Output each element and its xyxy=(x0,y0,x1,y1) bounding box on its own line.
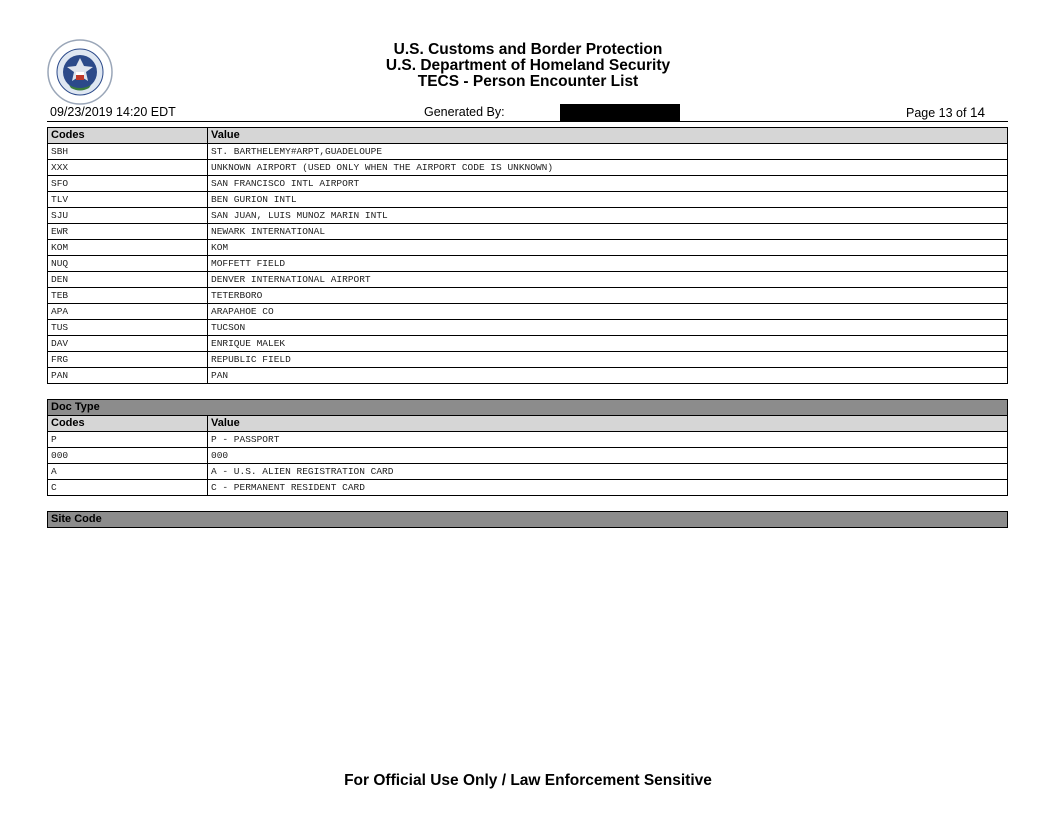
code-cell: C xyxy=(48,480,208,496)
table-row xyxy=(48,208,1008,224)
table-row xyxy=(48,160,1008,176)
table-row xyxy=(48,304,1008,320)
value-cell: 000 xyxy=(208,448,1008,464)
table-row xyxy=(48,320,1008,336)
value-cell: ENRIQUE MALEK xyxy=(208,336,1008,352)
code-cell: APA xyxy=(48,304,208,320)
value-cell: REPUBLIC FIELD xyxy=(208,352,1008,368)
code-cell: SFO xyxy=(48,176,208,192)
code-cell: TUS xyxy=(48,320,208,336)
table-row xyxy=(48,240,1008,256)
code-cell: DAV xyxy=(48,336,208,352)
value-cell: C - PERMANENT RESIDENT CARD xyxy=(208,480,1008,496)
value-column-header: Value xyxy=(208,416,1008,432)
value-cell: MOFFETT FIELD xyxy=(208,256,1008,272)
doc-type-table xyxy=(47,399,1008,496)
code-cell: SBH xyxy=(48,144,208,160)
dhs-seal-logo xyxy=(47,39,113,105)
value-cell: KOM xyxy=(208,240,1008,256)
table-row xyxy=(48,144,1008,160)
section-title-row xyxy=(48,512,1008,528)
table-row xyxy=(48,272,1008,288)
code-cell: A xyxy=(48,464,208,480)
value-column-header: Value xyxy=(208,128,1008,144)
code-cell: 000 xyxy=(48,448,208,464)
table-header-row xyxy=(48,416,1008,432)
table-row xyxy=(48,176,1008,192)
value-cell: P - PASSPORT xyxy=(208,432,1008,448)
table-row xyxy=(48,256,1008,272)
code-cell: NUQ xyxy=(48,256,208,272)
site-code-title: Site Code xyxy=(48,512,1008,528)
code-cell: TEB xyxy=(48,288,208,304)
table-header-row xyxy=(48,128,1008,144)
airport-codes-table xyxy=(47,127,1008,384)
value-cell: NEWARK INTERNATIONAL xyxy=(208,224,1008,240)
code-cell: XXX xyxy=(48,160,208,176)
value-cell: SAN JUAN, LUIS MUNOZ MARIN INTL xyxy=(208,208,1008,224)
value-cell: TUCSON xyxy=(208,320,1008,336)
table-row xyxy=(48,336,1008,352)
table-row xyxy=(48,224,1008,240)
value-cell: ST. BARTHELEMY#ARPT,GUADELOUPE xyxy=(208,144,1008,160)
value-cell: UNKNOWN AIRPORT (USED ONLY WHEN THE AIRPORT CODE IS UNKNOWN) xyxy=(208,160,1008,176)
code-cell: FRG xyxy=(48,352,208,368)
value-cell: BEN GURION INTL xyxy=(208,192,1008,208)
doc-type-title: Doc Type xyxy=(48,400,1008,416)
table-row xyxy=(48,464,1008,480)
table-row xyxy=(48,192,1008,208)
site-code-table xyxy=(47,511,1008,528)
table-row xyxy=(48,432,1008,448)
report-title: TECS - Person Encounter List xyxy=(417,73,639,90)
report-title-block xyxy=(300,42,756,90)
code-cell: KOM xyxy=(48,240,208,256)
code-cell: TLV xyxy=(48,192,208,208)
report-meta-row xyxy=(47,104,1008,122)
department-title: U.S. Department of Homeland Security xyxy=(385,57,671,74)
code-cell: PAN xyxy=(48,368,208,384)
codes-column-header: Codes xyxy=(48,416,208,432)
value-cell: PAN xyxy=(208,368,1008,384)
page-total: 14 xyxy=(969,105,985,120)
page-indicator xyxy=(906,104,985,122)
value-cell: DENVER INTERNATIONAL AIRPORT xyxy=(208,272,1008,288)
report-date: 09/23/2019 14:20 EDT xyxy=(50,105,176,119)
code-cell: SJU xyxy=(48,208,208,224)
codes-column-header: Codes xyxy=(48,128,208,144)
table-row xyxy=(48,352,1008,368)
table-row xyxy=(48,288,1008,304)
code-cell: P xyxy=(48,432,208,448)
value-cell: A - U.S. ALIEN REGISTRATION CARD xyxy=(208,464,1008,480)
classification-footer: For Official Use Only / Law Enforcement Sensitive xyxy=(344,772,712,789)
section-title-row xyxy=(48,400,1008,416)
redaction-box xyxy=(560,104,680,121)
page-prefix: Page 13 of xyxy=(906,106,967,120)
value-cell: TETERBORO xyxy=(208,288,1008,304)
code-cell: EWR xyxy=(48,224,208,240)
generated-by-label: Generated By: xyxy=(424,105,505,119)
value-cell: SAN FRANCISCO INTL AIRPORT xyxy=(208,176,1008,192)
table-row xyxy=(48,448,1008,464)
value-cell: ARAPAHOE CO xyxy=(208,304,1008,320)
table-row xyxy=(48,480,1008,496)
agency-title: U.S. Customs and Border Protection xyxy=(393,41,663,58)
table-row xyxy=(48,368,1008,384)
code-cell: DEN xyxy=(48,272,208,288)
